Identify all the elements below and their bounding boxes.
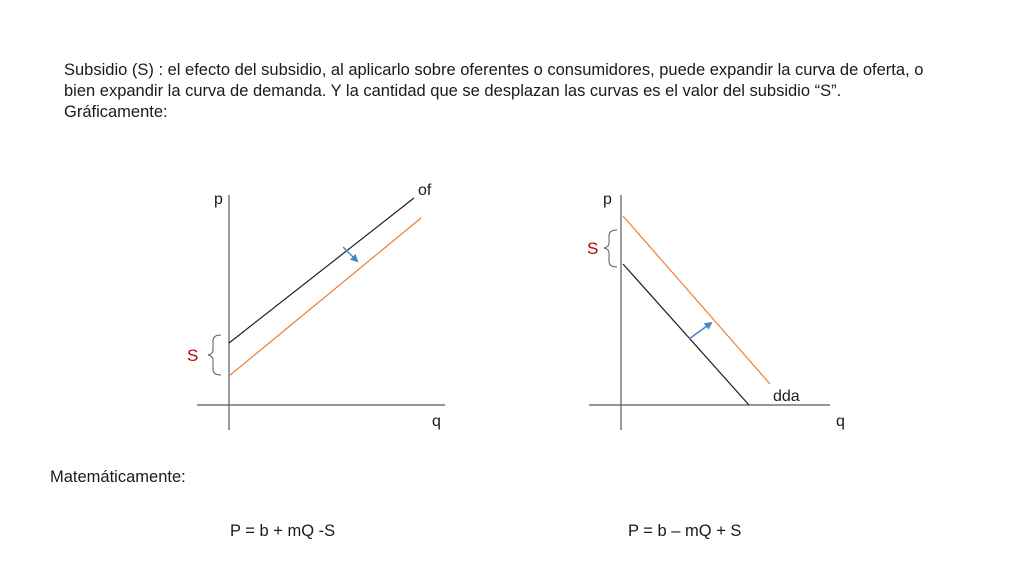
intro-line-1: Subsidio (S) : el efecto del subsidio, al aplicarlo sobre oferentes o consumidores, puede expandir la curva de oferta, o	[64, 61, 924, 79]
supply-shift-arrow	[343, 247, 357, 261]
supply-subsidy-label: S	[187, 346, 199, 365]
demand-equation: P = b – mQ + S	[628, 522, 742, 540]
intro-line-3: Gráficamente:	[64, 103, 168, 121]
demand-subsidy-label: S	[587, 239, 599, 258]
supply-original-curve	[229, 198, 414, 343]
intro-line-2: bien expandir la curva de demanda. Y la cantidad que se desplazan las curvas es el valor del subsidio “S”.	[64, 82, 842, 100]
supply-graph	[187, 182, 445, 430]
demand-x-axis-label: q	[836, 413, 845, 430]
demand-subsidy-brace	[604, 230, 617, 267]
supply-shifted-curve	[229, 218, 421, 376]
supply-equation: P = b + mQ -S	[230, 522, 336, 540]
demand-y-axis-label: p	[603, 191, 612, 208]
math-heading: Matemáticamente:	[50, 468, 186, 486]
supply-curve-label: of	[418, 182, 432, 199]
demand-curve-label: dda	[773, 388, 800, 405]
demand-shift-arrow	[689, 323, 711, 339]
supply-subsidy-brace	[208, 335, 221, 375]
demand-shifted-curve	[623, 216, 770, 384]
demand-graph	[587, 191, 845, 430]
supply-y-axis-label: p	[214, 191, 223, 208]
demand-original-curve	[623, 264, 749, 405]
supply-x-axis-label: q	[432, 413, 441, 430]
